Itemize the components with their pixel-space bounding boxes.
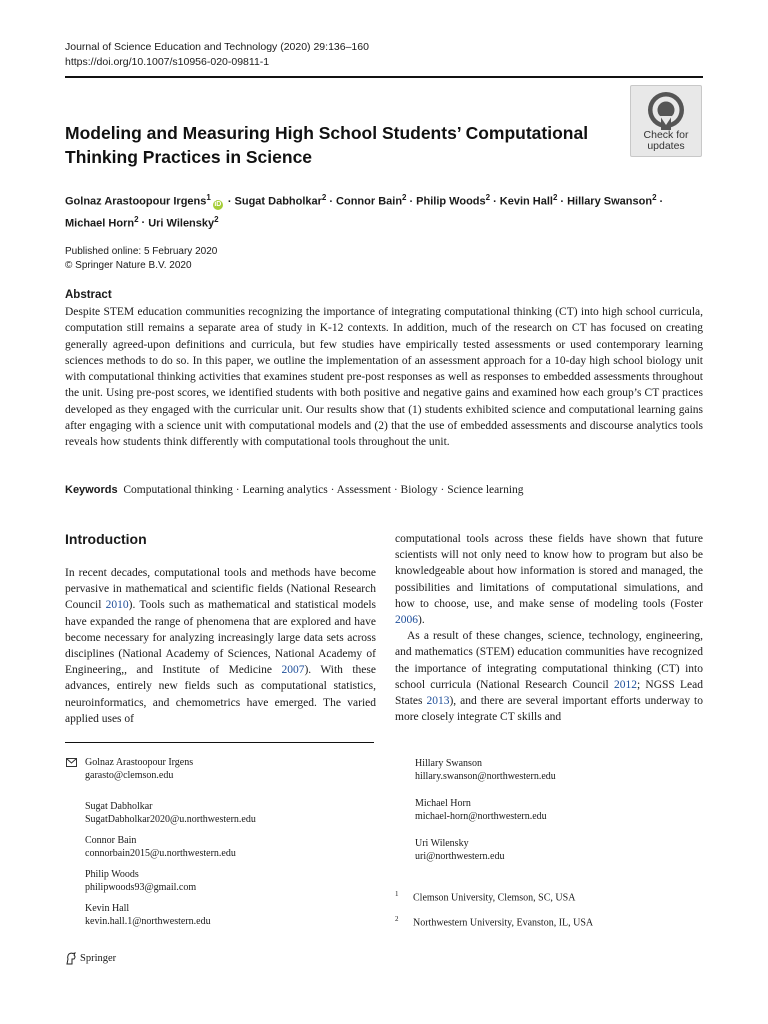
journal-citation: Journal of Science Education and Technology (2020) 29:136–160 <box>65 41 369 53</box>
citation-link[interactable]: 2006 <box>395 614 418 627</box>
affiliation <box>395 913 715 929</box>
publisher-footer <box>65 952 116 965</box>
introduction-heading: Introduction <box>65 531 147 547</box>
contact-name: Golnaz Arastoopour Irgens <box>85 757 194 768</box>
copyright-line <box>65 259 217 273</box>
affiliation-number: 2 <box>395 915 399 923</box>
citation-link[interactable]: 2007 <box>281 664 305 677</box>
abstract-text: Despite STEM education communities recognizing the importance of integrating computational thinking (CT) into high school curricula, computation still remains a separate area of study in K-12 contexts. In addition, much of the research on CT has focused on creating generally agreed-upon definitions and curricula, but few studies have empirically tested assessments or used contemporary learning sciences methods to do so. In this paper, we outline the implementation of an assessment approach for a 10-day high school biology unit with computational thinking activities that examines student pre-post responses as well as responses to embedded assessments throughout the unit. Using pre-post scores, we identified students with both positive and negative gains and examined how each group’s CT practices developed as they engaged with the curricular unit. Our results show that (1) students exhibited science and computational learning gains after engaging with a science unit with computational models and (2) that the use of embedded assessments and discourse analytics tools reveals how students think differently with computational tools throughout the unit. <box>65 306 703 449</box>
citation-link[interactable]: 2013 <box>426 695 450 708</box>
contact-email[interactable]: connorbain2015@u.northwestern.edu <box>85 848 236 859</box>
contact-email[interactable]: hillary.swanson@northwestern.edu <box>415 771 556 782</box>
contact-name: Hillary Swanson <box>415 758 482 769</box>
paper-title: Modeling and Measuring High School Students’ Computational Thinking Practices in Science <box>65 123 589 167</box>
author-name[interactable]: Kevin Hall <box>499 195 553 208</box>
affiliation-number: 1 <box>395 890 399 898</box>
orcid-icon[interactable]: iD <box>214 200 222 208</box>
contact-entry <box>415 757 715 783</box>
contact-name: Connor Bain <box>85 835 137 846</box>
text-run: ). With these advances, entirely new fields such as computational statistics, neuroinformatics, and chemometrics have emerged. The varied applied uses of <box>65 664 376 725</box>
keywords-text: Computational thinking · Learning analytics · Assessment · Biology · Science learning <box>123 484 524 496</box>
contact-entry <box>85 834 385 860</box>
published-date: Published online: 5 February 2020 <box>65 246 218 257</box>
contact-email[interactable]: philipwoods93@gmail.com <box>85 882 197 893</box>
publication-info <box>65 245 217 273</box>
affiliation-text: Clemson University, Clemson, SC, USA <box>413 892 576 904</box>
springer-horse-icon <box>65 952 77 965</box>
envelope-icon <box>66 758 77 767</box>
contact-name: Uri Wilensky <box>415 838 469 849</box>
author-affil-sup: 2 <box>485 193 491 202</box>
citation-link[interactable]: 2010 <box>105 599 129 612</box>
contact-email[interactable]: garasto@clemson.edu <box>85 770 174 781</box>
doi-link[interactable]: https://doi.org/10.1007/s10956-020-09811-1 <box>65 56 270 68</box>
author-affil-sup: 2 <box>214 214 219 224</box>
author-affil-sup: 2 <box>134 214 139 224</box>
contact-name: Michael Horn <box>415 798 471 809</box>
text-run: In recent decades, computational tools and methods have become pervasive in mathematical and scientific fields (National Research Council <box>65 567 376 612</box>
author-name[interactable]: Sugat Dabholkar <box>234 195 322 208</box>
intro-right-column <box>395 531 703 725</box>
intro-paragraph <box>65 565 376 727</box>
contacts-right <box>415 757 715 877</box>
contact-email[interactable]: michael-horn@northwestern.edu <box>415 811 547 822</box>
contact-name: Philip Woods <box>85 869 139 880</box>
text-run: ). <box>418 614 425 627</box>
author-list: Golnaz Arastoopour Irgens$^1$iD · Sugat Dabholkar$^2$ · Connor Bain$^2$ · Philip Woods$^2$ · Kevin Hall$^2$ · Hillary Swanson$^2$ · Michael Horn$^2$ · Uri Wilensky$^2$ <box>65 193 664 230</box>
contact-name: Kevin Hall <box>85 903 130 914</box>
text-run: As a result of these changes, science, technology, engineering, and mathematics (STEM) education communities have recognized the importance of integrating computational thinking (CT) into school curricula (National Research Council <box>395 630 703 691</box>
author-affil-sup: 1 <box>206 193 211 202</box>
contacts-left <box>85 756 385 936</box>
text-run: ). Tools such as mathematical and statistical models have expanded the range of phenomena that are explored and have become necessary for analyzing increasingly large data sets across disciplines (National Academy of Sciences, National Academy of Engineering,, and Institute of Medicine <box>65 599 377 677</box>
journal-header <box>65 40 369 70</box>
text-run: ; NGSS Lead States <box>395 678 703 708</box>
keywords-label: Keywords <box>65 484 118 496</box>
author-name[interactable]: Uri Wilensky <box>148 217 215 230</box>
crossmark-icon <box>646 90 686 130</box>
text-run: ), and there are several important efforts underway to more closely integrate CT skills and <box>395 695 703 724</box>
contact-entry <box>85 868 385 894</box>
contact-email[interactable]: kevin.hall.1@northwestern.edu <box>85 916 211 927</box>
affiliation <box>395 888 715 904</box>
author-name[interactable]: Michael Horn <box>65 217 135 230</box>
contact-name: Sugat Dabholkar <box>85 801 153 812</box>
author-affil-sup: 2 <box>652 193 657 202</box>
intro-paragraph <box>395 628 703 725</box>
footnote-rule <box>65 742 374 743</box>
contact-email[interactable]: SugatDabholkar2020@u.northwestern.edu <box>85 814 256 825</box>
header-rule <box>65 76 703 78</box>
author-affil-sup: 2 <box>321 193 327 202</box>
author-name[interactable]: Connor Bain <box>336 195 403 208</box>
copyright-text: Springer Nature B.V. 2020 <box>75 260 192 271</box>
abstract-heading: Abstract <box>65 289 112 301</box>
author-affil-sup: 2 <box>552 193 558 202</box>
contact-entry <box>85 902 385 928</box>
contact-entry <box>415 797 715 823</box>
author-name[interactable]: Philip Woods <box>416 195 486 208</box>
intro-paragraph <box>395 531 703 628</box>
contact-entry <box>415 837 715 863</box>
affiliation-text: Northwestern University, Evanston, IL, USA <box>413 917 594 929</box>
intro-left-column <box>65 565 376 727</box>
badge-label-line1: Check for <box>643 129 689 141</box>
author-name[interactable]: Hillary Swanson <box>567 195 653 208</box>
citation-link[interactable]: 2012 <box>613 678 637 691</box>
contact-entry <box>85 756 385 782</box>
publisher-name: Springer <box>80 953 117 964</box>
check-for-updates-badge[interactable] <box>630 85 702 157</box>
author-affil-sup: 2 <box>402 193 407 202</box>
author-name[interactable]: Golnaz Arastoopour Irgens <box>65 195 207 208</box>
keywords <box>65 482 703 498</box>
contact-email[interactable]: uri@northwestern.edu <box>415 851 505 862</box>
contact-entry <box>85 800 385 826</box>
copyright-icon: © <box>65 260 76 271</box>
text-run: computational tools across these fields have shown that future scientists will not only need to know how to program but also be knowledgeable about how information is stored and managed, the possibilities and limitations of computational simulations, and how to choose, use, and make sense of modeling tools (Foster <box>395 533 703 610</box>
badge-label-line2: updates <box>647 140 685 152</box>
